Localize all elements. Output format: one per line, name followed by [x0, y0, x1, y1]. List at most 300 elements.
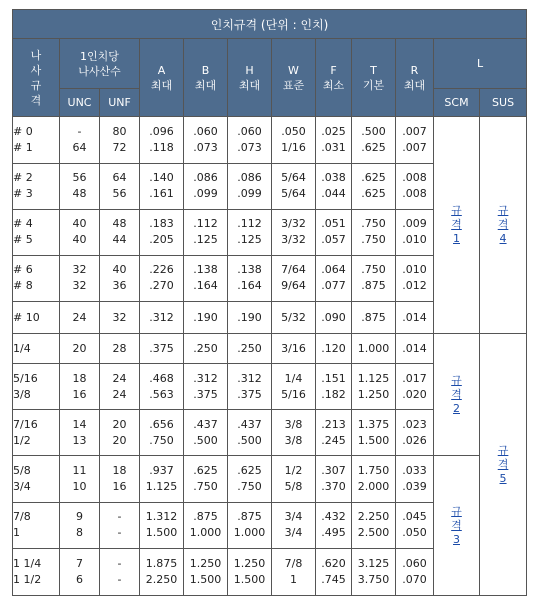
cell-f — [316, 502, 352, 548]
cell-value: .064 — [321, 263, 346, 277]
cell-t — [352, 117, 396, 163]
cell-value: 64 — [112, 171, 127, 185]
cell-value: - — [117, 556, 122, 570]
cell-value: 1/16 — [281, 140, 306, 154]
cell-value: .437 — [193, 417, 218, 431]
sus-spec-link-5-cell — [480, 334, 527, 596]
cell-value: 2.500 — [357, 526, 390, 540]
cell-value: .096 — [149, 124, 174, 138]
cell-value: 1.125 — [357, 371, 390, 385]
cell-value: 3/8 — [13, 387, 31, 401]
cell-value: # 0 — [13, 124, 33, 138]
cell-value: 1.500 — [357, 433, 390, 447]
cell-value: 1.250 — [357, 387, 390, 401]
cell-value: .010 — [402, 233, 427, 247]
cell-t — [352, 548, 396, 595]
header-label: A — [157, 63, 166, 77]
cell-value: .073 — [193, 140, 218, 154]
cell-f — [316, 255, 352, 301]
cell-value: .077 — [321, 279, 346, 293]
cell-w — [272, 301, 316, 333]
cell-value: .875 — [361, 279, 386, 293]
cell-b — [184, 502, 228, 548]
cell-unf — [100, 456, 140, 502]
cell-value: 18 — [112, 464, 127, 478]
cell-value: .750 — [237, 480, 262, 494]
link-char: 1 — [453, 232, 460, 246]
cell-b — [184, 209, 228, 255]
cell-value: 7/16 — [13, 417, 38, 431]
cell-value: .875 — [237, 510, 262, 524]
cell-value: 2.250 — [145, 572, 178, 586]
table-row — [13, 117, 527, 163]
link-char: 3 — [453, 532, 460, 546]
header-label: 최대 — [403, 78, 426, 92]
cell-value: .500 — [361, 124, 386, 138]
cell-r — [396, 255, 434, 301]
cell-value: .875 — [361, 310, 386, 324]
header-label: 최대 — [194, 78, 217, 92]
cell-value: 1.000 — [189, 526, 222, 540]
cell-value: 20 — [112, 417, 127, 431]
cell-w — [272, 364, 316, 410]
cell-b — [184, 548, 228, 595]
cell-value: .025 — [321, 124, 346, 138]
cell-value: .875 — [193, 510, 218, 524]
cell-h — [228, 117, 272, 163]
cell-value: .656 — [149, 417, 174, 431]
cell-f — [316, 548, 352, 595]
cell-value: .009 — [402, 217, 427, 231]
header-threads-per-inch — [60, 39, 140, 89]
table-row — [13, 456, 527, 502]
cell-value: .020 — [402, 387, 427, 401]
cell-value: .099 — [193, 187, 218, 201]
cell-value: .750 — [193, 480, 218, 494]
scm-spec-link-3-cell — [434, 456, 480, 596]
cell-value: 10 — [72, 480, 87, 494]
link-char: 규 — [451, 373, 462, 387]
cell-value: 1.250 — [189, 556, 222, 570]
cell-b — [184, 456, 228, 502]
cell-size — [13, 548, 60, 595]
cell-a — [140, 364, 184, 410]
cell-value: .090 — [321, 310, 346, 324]
cell-a — [140, 334, 184, 364]
cell-value: 32 — [72, 263, 87, 277]
cell-value: .038 — [321, 171, 346, 185]
cell-value: .370 — [321, 480, 346, 494]
cell-value: .437 — [237, 417, 262, 431]
cell-unc — [60, 117, 100, 163]
header-label: 최대 — [238, 78, 261, 92]
cell-value: # 1 — [13, 140, 33, 154]
cell-value: 16 — [112, 480, 127, 494]
cell-r — [396, 456, 434, 502]
cell-b — [184, 117, 228, 163]
cell-t — [352, 163, 396, 209]
cell-value: .375 — [193, 387, 218, 401]
header-label: 최대 — [150, 78, 173, 92]
cell-value: .270 — [149, 279, 174, 293]
cell-value: # 10 — [13, 310, 40, 324]
cell-value: 1.750 — [357, 464, 390, 478]
cell-r — [396, 163, 434, 209]
cell-value: .183 — [149, 217, 174, 231]
cell-value: # 3 — [13, 187, 33, 201]
cell-value: .140 — [149, 171, 174, 185]
cell-value: 1.125 — [145, 480, 178, 494]
link-char: 격 — [451, 387, 462, 401]
cell-r — [396, 117, 434, 163]
cell-unf — [100, 301, 140, 333]
cell-w — [272, 548, 316, 595]
cell-size — [13, 209, 60, 255]
cell-t — [352, 410, 396, 456]
cell-value: - — [117, 510, 122, 524]
cell-value: .125 — [237, 233, 262, 247]
cell-value: 9 — [76, 510, 83, 524]
cell-b — [184, 334, 228, 364]
cell-value: 5/8 — [13, 464, 31, 478]
header-f — [316, 39, 352, 117]
cell-value: .008 — [402, 171, 427, 185]
cell-unc — [60, 364, 100, 410]
link-char: 4 — [499, 232, 507, 246]
cell-f — [316, 117, 352, 163]
cell-value: 3/8 — [284, 433, 303, 447]
cell-value: .563 — [149, 387, 174, 401]
cell-unc — [60, 334, 100, 364]
cell-value: 3/32 — [281, 233, 306, 247]
cell-value: .073 — [237, 140, 262, 154]
cell-value: .026 — [402, 433, 427, 447]
cell-value: .112 — [237, 217, 262, 231]
cell-b — [184, 163, 228, 209]
cell-value: .099 — [237, 187, 262, 201]
cell-h — [228, 163, 272, 209]
cell-value: 1/2 — [13, 433, 31, 447]
cell-value: .625 — [237, 464, 262, 478]
cell-t — [352, 209, 396, 255]
cell-b — [184, 301, 228, 333]
header-a — [140, 39, 184, 117]
cell-unf — [100, 548, 140, 595]
cell-value: 2.250 — [357, 510, 390, 524]
cell-value: .750 — [361, 263, 386, 277]
cell-value: .468 — [149, 371, 174, 385]
header-l: L — [434, 39, 527, 89]
cell-t — [352, 334, 396, 364]
cell-a — [140, 209, 184, 255]
cell-value: 80 — [112, 124, 127, 138]
cell-value: - — [77, 124, 82, 138]
cell-value: .112 — [193, 217, 218, 231]
cell-unc — [60, 548, 100, 595]
cell-value: 40 — [72, 233, 87, 247]
cell-value: 7 — [76, 556, 83, 570]
cell-value: .138 — [237, 263, 262, 277]
cell-value: 1.875 — [145, 556, 178, 570]
cell-a — [140, 255, 184, 301]
cell-h — [228, 548, 272, 595]
cell-value: 1.312 — [145, 510, 178, 524]
cell-value: .033 — [402, 464, 427, 478]
header-label: H — [245, 63, 254, 77]
cell-value: - — [117, 526, 122, 540]
cell-value: 18 — [72, 371, 87, 385]
cell-value: 1/4 — [284, 371, 303, 385]
cell-f — [316, 456, 352, 502]
cell-b — [184, 364, 228, 410]
cell-size — [13, 334, 60, 364]
cell-value: 1 1/2 — [13, 572, 42, 586]
cell-size — [13, 163, 60, 209]
cell-value: 9/64 — [281, 279, 306, 293]
cell-unc — [60, 456, 100, 502]
cell-h — [228, 364, 272, 410]
cell-value: .051 — [321, 217, 346, 231]
cell-value: .432 — [321, 510, 346, 524]
cell-r — [396, 334, 434, 364]
header-sus: SUS — [480, 89, 527, 117]
cell-value: - — [117, 572, 122, 586]
cell-value: .151 — [321, 371, 346, 385]
cell-value: .190 — [237, 310, 262, 324]
cell-value: 11 — [72, 464, 87, 478]
cell-value: .307 — [321, 464, 346, 478]
cell-r — [396, 209, 434, 255]
cell-a — [140, 548, 184, 595]
cell-unf — [100, 334, 140, 364]
cell-value: 2.000 — [357, 480, 390, 494]
cell-value: .164 — [193, 279, 218, 293]
cell-value: .312 — [149, 310, 174, 324]
cell-value: .014 — [402, 310, 427, 324]
cell-value: 3.750 — [357, 572, 390, 586]
link-char: 규 — [497, 443, 509, 457]
scm-spec-link-2[interactable] — [434, 374, 479, 416]
header-r — [396, 39, 434, 117]
cell-value: .023 — [402, 417, 427, 431]
cell-value: .375 — [237, 387, 262, 401]
scm-spec-link-3[interactable] — [434, 505, 479, 547]
cell-value: 20 — [112, 433, 127, 447]
cell-t — [352, 301, 396, 333]
cell-value: .012 — [402, 279, 427, 293]
cell-value: 1.500 — [145, 526, 178, 540]
cell-value: 7/64 — [281, 263, 306, 277]
cell-h — [228, 209, 272, 255]
header-unf: UNF — [100, 89, 140, 117]
cell-w — [272, 456, 316, 502]
cell-value: 20 — [72, 341, 87, 355]
cell-value: .086 — [193, 171, 218, 185]
cell-value: 5/8 — [284, 480, 303, 494]
cell-h — [228, 456, 272, 502]
cell-value: .120 — [321, 341, 346, 355]
header-t — [352, 39, 396, 117]
cell-value: .205 — [149, 233, 174, 247]
scm-spec-link-1[interactable] — [434, 204, 479, 246]
cell-value: 1/4 — [13, 341, 31, 355]
cell-unf — [100, 502, 140, 548]
cell-unc — [60, 410, 100, 456]
link-char: 격 — [497, 457, 509, 471]
cell-value: 7/8 — [284, 556, 303, 570]
header-label: 나사산수 — [78, 64, 121, 78]
cell-w — [272, 209, 316, 255]
header-scm: SCM — [434, 89, 480, 117]
cell-r — [396, 301, 434, 333]
cell-value: 1 1/4 — [13, 556, 42, 570]
cell-t — [352, 502, 396, 548]
cell-value: 36 — [112, 279, 127, 293]
cell-value: .060 — [193, 124, 218, 138]
cell-value: .007 — [402, 140, 427, 154]
cell-unf — [100, 163, 140, 209]
scm-spec-link-2-cell — [434, 334, 480, 456]
cell-value: 32 — [72, 279, 87, 293]
header-h — [228, 39, 272, 117]
link-char: 격 — [451, 518, 462, 532]
header-label: 표준 — [282, 78, 305, 92]
cell-r — [396, 502, 434, 548]
header-label: 규 — [30, 78, 42, 92]
cell-value: .060 — [402, 556, 427, 570]
cell-value: .190 — [193, 310, 218, 324]
cell-h — [228, 502, 272, 548]
sus-spec-link-4[interactable] — [480, 204, 526, 246]
header-label: R — [410, 63, 419, 77]
cell-a — [140, 410, 184, 456]
cell-unc — [60, 163, 100, 209]
cell-value: 5/32 — [281, 310, 306, 324]
cell-value: 44 — [112, 233, 127, 247]
cell-value: 3/16 — [281, 341, 306, 355]
header-label: W — [288, 63, 299, 77]
cell-value: .245 — [321, 433, 346, 447]
cell-value: .031 — [321, 140, 346, 154]
cell-value: .070 — [402, 572, 427, 586]
cell-value: 14 — [72, 417, 87, 431]
cell-value: 1.250 — [233, 556, 266, 570]
cell-unf — [100, 364, 140, 410]
cell-t — [352, 456, 396, 502]
link-char: 격 — [451, 218, 462, 232]
cell-value: 3.125 — [357, 556, 390, 570]
cell-value: .050 — [402, 526, 427, 540]
header-label: F — [330, 63, 337, 77]
cell-value: 32 — [112, 310, 127, 324]
cell-unf — [100, 255, 140, 301]
cell-value: 8 — [76, 526, 83, 540]
cell-value: 24 — [112, 371, 127, 385]
cell-size — [13, 364, 60, 410]
cell-value: .014 — [402, 341, 427, 355]
cell-value: .500 — [237, 433, 262, 447]
cell-value: # 4 — [13, 217, 33, 231]
cell-value: .044 — [321, 187, 346, 201]
cell-w — [272, 410, 316, 456]
cell-value: 40 — [112, 263, 127, 277]
cell-value: .625 — [193, 464, 218, 478]
header-w — [272, 39, 316, 117]
cell-f — [316, 209, 352, 255]
cell-value: 3/4 — [284, 526, 303, 540]
cell-value: .500 — [193, 433, 218, 447]
cell-unf — [100, 209, 140, 255]
cell-a — [140, 117, 184, 163]
header-label: 1인치당 — [80, 49, 119, 63]
cell-h — [228, 301, 272, 333]
cell-value: 3/4 — [13, 480, 31, 494]
cell-value: 40 — [72, 217, 87, 231]
header-label: 최소 — [322, 78, 345, 92]
cell-value: .250 — [237, 341, 262, 355]
cell-value: .017 — [402, 371, 427, 385]
cell-w — [272, 117, 316, 163]
cell-size — [13, 410, 60, 456]
cell-h — [228, 255, 272, 301]
cell-value: 1 — [13, 526, 20, 540]
cell-value: 5/64 — [281, 171, 306, 185]
cell-size — [13, 117, 60, 163]
cell-value: 1.500 — [233, 572, 266, 586]
cell-value: 1.375 — [357, 417, 390, 431]
cell-value: .008 — [402, 187, 427, 201]
cell-value: 1.000 — [233, 526, 266, 540]
cell-h — [228, 410, 272, 456]
cell-f — [316, 301, 352, 333]
cell-value: .620 — [321, 556, 346, 570]
cell-value: 3/8 — [284, 417, 303, 431]
cell-a — [140, 456, 184, 502]
cell-value: .161 — [149, 187, 174, 201]
cell-b — [184, 410, 228, 456]
cell-value: .937 — [149, 464, 174, 478]
header-screw-size — [13, 39, 60, 117]
cell-value: 24 — [112, 387, 127, 401]
sus-spec-link-5[interactable] — [480, 444, 526, 486]
cell-size — [13, 255, 60, 301]
cell-value: 3/4 — [284, 510, 303, 524]
table-body — [13, 10, 527, 596]
cell-value: 5/16 — [281, 387, 306, 401]
cell-value: 1.000 — [357, 341, 390, 355]
link-char: 규 — [451, 204, 462, 218]
cell-value: .039 — [402, 480, 427, 494]
cell-value: 16 — [72, 387, 87, 401]
cell-value: .050 — [281, 124, 306, 138]
header-b — [184, 39, 228, 117]
cell-value: .138 — [193, 263, 218, 277]
cell-b — [184, 255, 228, 301]
cell-unc — [60, 502, 100, 548]
cell-w — [272, 163, 316, 209]
cell-value: .625 — [361, 187, 386, 201]
cell-r — [396, 548, 434, 595]
cell-w — [272, 502, 316, 548]
link-char: 5 — [499, 471, 507, 485]
cell-value: .086 — [237, 171, 262, 185]
cell-value: 13 — [72, 433, 87, 447]
link-char: 격 — [497, 218, 509, 232]
cell-f — [316, 163, 352, 209]
link-char: 2 — [453, 401, 460, 415]
sus-spec-link-4-cell — [480, 117, 527, 334]
cell-size — [13, 502, 60, 548]
